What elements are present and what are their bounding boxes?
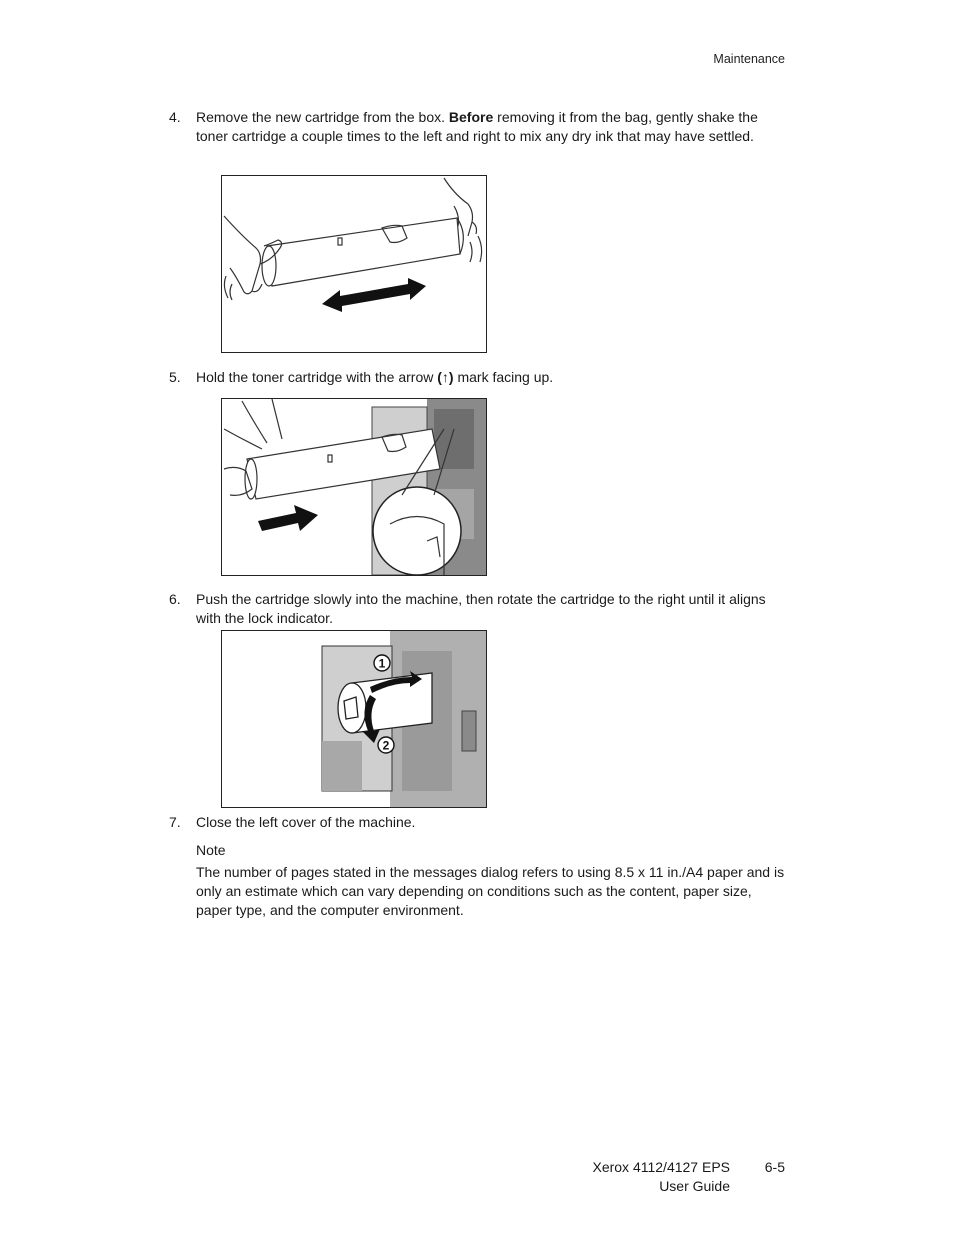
step-text-bold: Before bbox=[448, 109, 494, 125]
figure-shake-cartridge bbox=[221, 175, 487, 353]
footer-doc-name: User Guide bbox=[659, 1178, 730, 1194]
step-number: 5. bbox=[169, 369, 181, 385]
step-6 bbox=[169, 590, 789, 628]
shake-cartridge-illustration bbox=[222, 176, 486, 352]
step-text-part: mark facing up. bbox=[453, 369, 554, 385]
footer-product-name: Xerox 4112/4127 EPS bbox=[592, 1159, 730, 1175]
step-text-part: removing it from the bag, gently shake the toner cartridge a couple times to the left and right to mix any dry ink that may have settled. bbox=[196, 109, 758, 144]
step-text bbox=[196, 368, 789, 387]
hold-cartridge-illustration bbox=[222, 399, 486, 575]
step-7 bbox=[169, 813, 789, 832]
note-text: The number of pages stated in the messages dialog refers to using 8.5 x 11 in./A4 paper and is only an estimate which can vary depending on conditions such as the content, paper size, paper type, and the computer environment. bbox=[196, 864, 785, 918]
running-header: Maintenance bbox=[713, 52, 785, 66]
step-text: Push the cartridge slowly into the machine, then rotate the cartridge to the right until it aligns with the lock indicator. bbox=[196, 591, 766, 626]
step-number: 7. bbox=[169, 814, 181, 830]
step-text-part: Hold the toner cartridge with the arrow bbox=[196, 369, 438, 385]
callout-1-label: 1 bbox=[378, 656, 386, 671]
footer-product bbox=[592, 1158, 730, 1196]
step-4 bbox=[169, 108, 789, 146]
step-text bbox=[196, 108, 789, 146]
step-number: 6. bbox=[169, 591, 181, 607]
step-5 bbox=[169, 368, 789, 387]
step-text-part: Remove the new cartridge from the box. bbox=[196, 109, 449, 125]
figure-insert-rotate bbox=[221, 630, 487, 808]
note-label: Note bbox=[196, 842, 226, 858]
figure-hold-cartridge bbox=[221, 398, 487, 576]
step-number: 4. bbox=[169, 109, 181, 125]
insert-rotate-illustration bbox=[222, 631, 486, 807]
callout-2-label: 2 bbox=[382, 738, 390, 753]
up-arrow-icon: (↑) bbox=[437, 369, 454, 385]
step-text: Close the left cover of the machine. bbox=[196, 814, 416, 830]
page-number: 6-5 bbox=[764, 1159, 785, 1175]
